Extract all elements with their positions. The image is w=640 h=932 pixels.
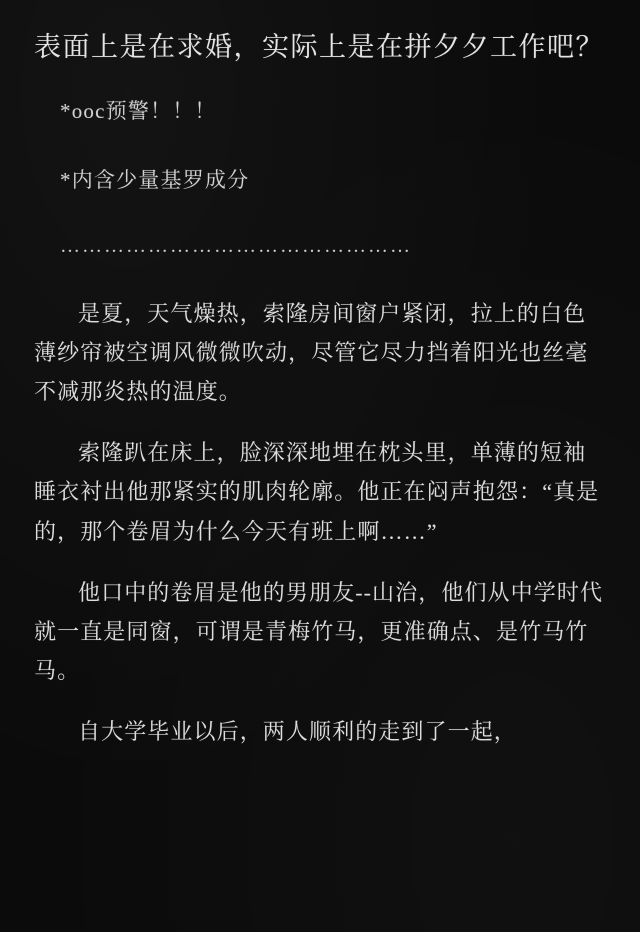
page-title: 表面上是在求婚，实际上是在拼夕夕工作吧？ — [34, 32, 604, 62]
section-divider: ………………………………………… — [60, 234, 412, 257]
body-paragraph-4: 自大学毕业以后，两人顺利的走到了一起， — [78, 719, 517, 745]
author-note-1: *ooc预警！！！ — [60, 98, 217, 123]
body-paragraph-3: 他口中的卷眉是他的男朋友--山治，他们从中学时代就一直是同窗，可谓是青梅竹马，更准确点、是竹马竹马。 — [34, 579, 604, 683]
body-paragraph-1: 是夏，天气燥热，索隆房间窗户紧闭，拉上的白色薄纱帘被空调风微微吹动，尽管它尽力挡着阳光也丝毫不减那炎热的温度。 — [34, 300, 589, 405]
body-paragraph-2: 索隆趴在床上，脸深深地埋在枕头里，单薄的短袖睡衣衬出他那紧实的肌肉轮廓。他正在闷声抱怨：“真是的，那个卷眉为什么今天有班上啊……” — [34, 440, 600, 544]
author-note-2: *内含少量基罗成分 — [60, 168, 250, 193]
